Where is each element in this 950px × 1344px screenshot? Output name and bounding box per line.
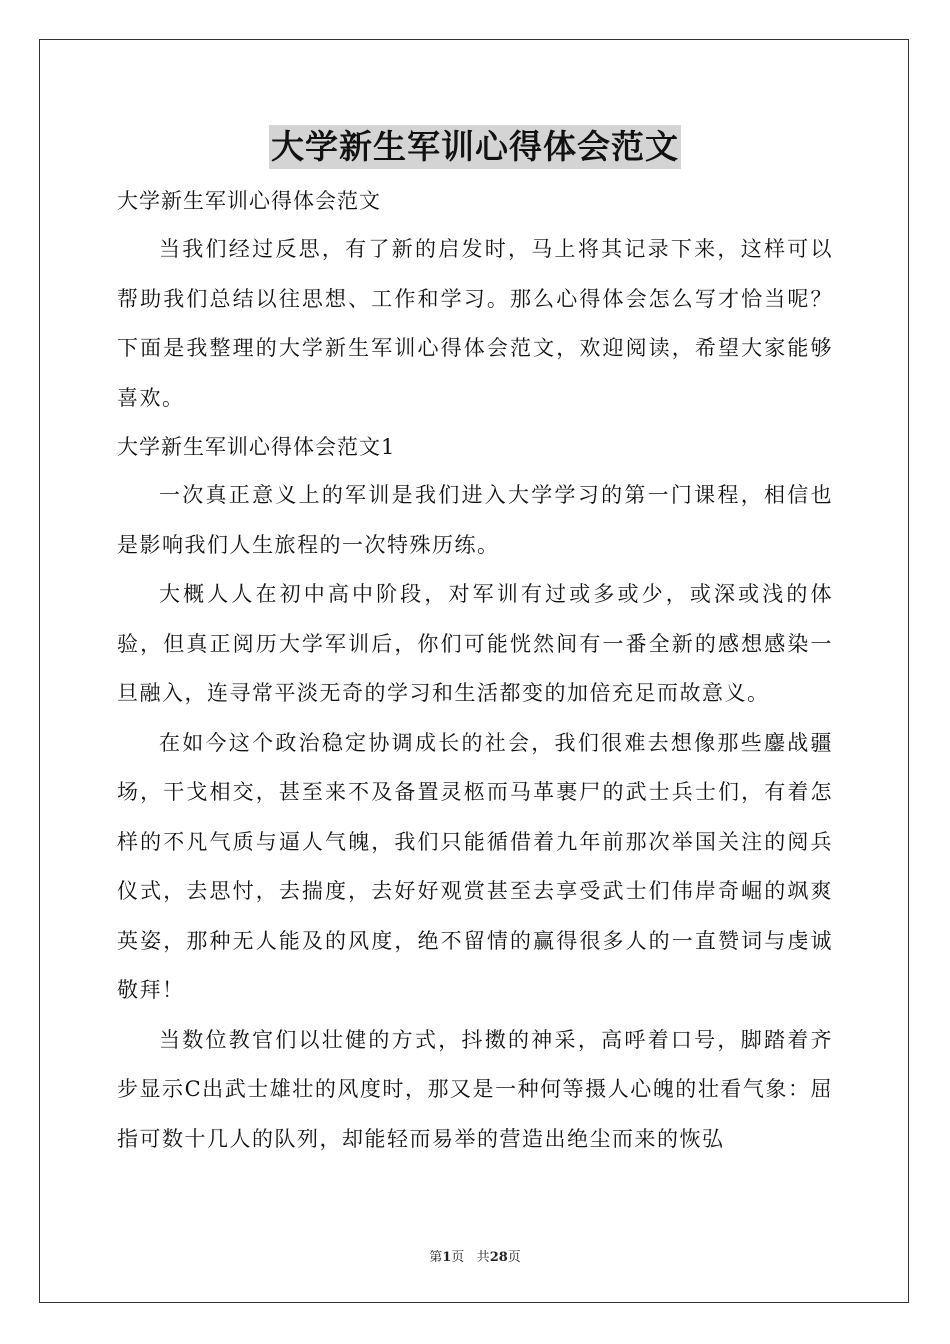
document-body bbox=[117, 125, 833, 1164]
total-prefix: 共 bbox=[476, 1250, 490, 1265]
body-paragraph: 在如今这个政治稳定协调成长的社会，我们很难去想像那些鏖战疆场，干戈相交，甚至来不及备置灵柩而马革裹尸的武士兵士们，有着怎样的不凡气质与逼人气魄，我们只能循借着九年前那次举国关注的阅兵仪式，去思忖，去揣度，去好好观赏甚至去享受武士们伟岸奇崛的飒爽英姿，那种无人能及的风度，绝不留情的赢得很多人的一直赞词与虔诚敬拜！ bbox=[117, 730, 833, 1002]
total-pages: 28 bbox=[489, 1250, 508, 1265]
page-footer bbox=[0, 1246, 950, 1265]
intro-paragraph: 当我们经过反思，有了新的启发时，马上将其记录下来，这样可以帮助我们总结以往思想、工作和学习。那么心得体会怎么写才恰当呢？下面是我整理的大学新生军训心得体会范文，欢迎阅读，希望大家能够喜欢。 bbox=[117, 237, 833, 410]
body-paragraph: 一次真正意义上的军训是我们进入大学学习的第一门课程，相信也是影响我们人生旅程的一次特殊历练。 bbox=[117, 483, 833, 557]
body-paragraph: 大概人人在初中高中阶段，对军训有过或多或少，或深或浅的体验，但真正阅历大学军训后，你们可能恍然间有一番全新的感想感染一旦融入，连寻常平淡无奇的学习和生活都变的加倍充足而故意义。 bbox=[117, 582, 833, 705]
document-title: 大学新生军训心得体会范文 bbox=[269, 125, 681, 169]
page-number: 1 bbox=[442, 1250, 452, 1265]
page-suffix: 页 bbox=[451, 1250, 465, 1265]
total-suffix: 页 bbox=[507, 1250, 521, 1265]
section-heading: 大学新生军训心得体会范文1 bbox=[117, 435, 396, 459]
title-block bbox=[117, 125, 833, 171]
page-prefix: 第 bbox=[429, 1250, 443, 1265]
body-paragraph: 当数位教官们以壮健的方式，抖擞的神采，高呼着口号，脚踏着齐步显示C出武士雄壮的风度时，那又是一种何等摄人心魄的壮看气象：屈指可数十几人的队列，却能轻而易举的营造出绝尘而来的恢弘 bbox=[117, 1027, 833, 1151]
document-subtitle: 大学新生军训心得体会范文 bbox=[117, 189, 381, 213]
